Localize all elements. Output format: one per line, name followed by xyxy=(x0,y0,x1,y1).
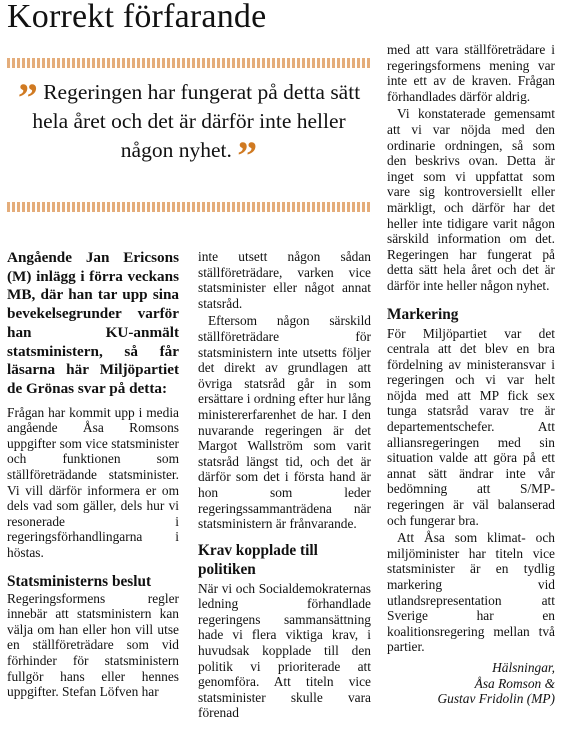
open-quote-mark-icon: ” xyxy=(17,75,38,120)
pullquote-top-rule xyxy=(7,58,371,68)
subheading-statsministerns-beslut: Statsministerns beslut xyxy=(7,572,152,590)
subheading-markering: Markering xyxy=(387,305,459,323)
body-paragraph: Frågan har kommit upp i media angående Åsa Romsons uppgifter som vice statsminister och funktionen som ställföreträdande statsminister. Vi vill därför informera er om dels vad som gäller, dels hur vi resonerade i regeringsförhandlingarna i höstas. xyxy=(7,404,179,560)
lead-paragraph: Angående Jan Ericsons (M) inlägg i förra veckans MB, där han tar upp sina bevekelsegrunder varför han KU-anmält statsministern, så får läsarna här Miljöpartiet de Grönas svar på detta: xyxy=(7,249,179,397)
body-paragraph: Att Åsa som klimat- och miljöminister har titeln vice statsminister är en tydlig markering vid utlandsrepresentation att Sverige har en koalitionsregering mellan två partier. xyxy=(387,530,555,655)
body-paragraph: med att vara ställföreträdare i regeringsformens mening var inte ett av de kraven. Frågan förhandlades därför aldrig. xyxy=(387,42,555,104)
body-paragraph: När vi och Socialdemokraternas ledning förhandlade regeringens sammansättning hade vi flera viktiga krav, i huvudsak kopplade till den politik vi prioriterade att genomföra. Att titeln vice statsminister skulle vara förenad xyxy=(198,580,371,721)
pullquote-bottom-rule xyxy=(7,202,371,212)
signature xyxy=(387,660,555,707)
signature-author-1: Åsa Romson & xyxy=(474,675,555,691)
signature-greeting: Hälsningar, xyxy=(492,659,555,675)
body-paragraph: Regeringsformens regler innebär att statsministern kan välja om han eller hon vill utse en ställföreträdare som vid förhinder för statsministern fullgör hans eller hennes uppgifter. Stefan Löfven har xyxy=(7,590,179,700)
signature-author-2: Gustav Fridolin (MP) xyxy=(437,691,555,707)
close-quote-mark-icon: ” xyxy=(237,133,258,178)
body-paragraph: Eftersom någon särskild ställföreträdare för statsministern inte utsetts följer det direkt av grundlagen att övriga statsråd går in som ersättare i ordning efter hur lång ministererfarenhet de har. I den nuvarande regeringen är det Margot Wallström som varit statsråd längst tid, och det är därför som det i första hand är hon som leder regeringssammanträdena när statsministern är frånvarande. xyxy=(198,313,371,532)
body-paragraph: För Miljöpartiet var det centrala att det blev en bra fördelning av ministeransvar i regeringen och vi var helt nöjda med att MP fick sex tunga statsråd varav tre är departementschefer. Att alliansregeringen med sin situation valde att göra på ett annat sätt ändrar inte vår bedömning att S/MP-regeringen är väl balanserad och fungerar bra. xyxy=(387,325,555,528)
subheading-krav-kopplade: Krav kopplade till politiken xyxy=(198,541,318,578)
column-3 xyxy=(387,42,555,707)
body-paragraph: Vi konstaterade gemensamt att vi var nöjda med den ordinarie ordningen, så som den beskrivs ovan. Detta är inget som vi uppfattat som vare sig kontroversiellt eller märkligt, och därför har det heller inte tidigare varit någon särskild information om det. Regeringen har fungerat på detta sätt hela året och det är därför inte heller någon nyhet. xyxy=(387,106,555,293)
column-1 xyxy=(7,249,179,700)
pullquote xyxy=(7,75,371,178)
pullquote-text: Regeringen har fungerat på detta sätt hela året och det är därför inte heller någon nyhet. xyxy=(32,80,361,162)
article-title: Korrekt förfarande xyxy=(7,0,267,35)
body-paragraph: inte utsett någon sådan ställföreträdare, varken vice statsminister eller något annat statsråd. xyxy=(198,249,371,311)
column-2 xyxy=(198,249,371,721)
